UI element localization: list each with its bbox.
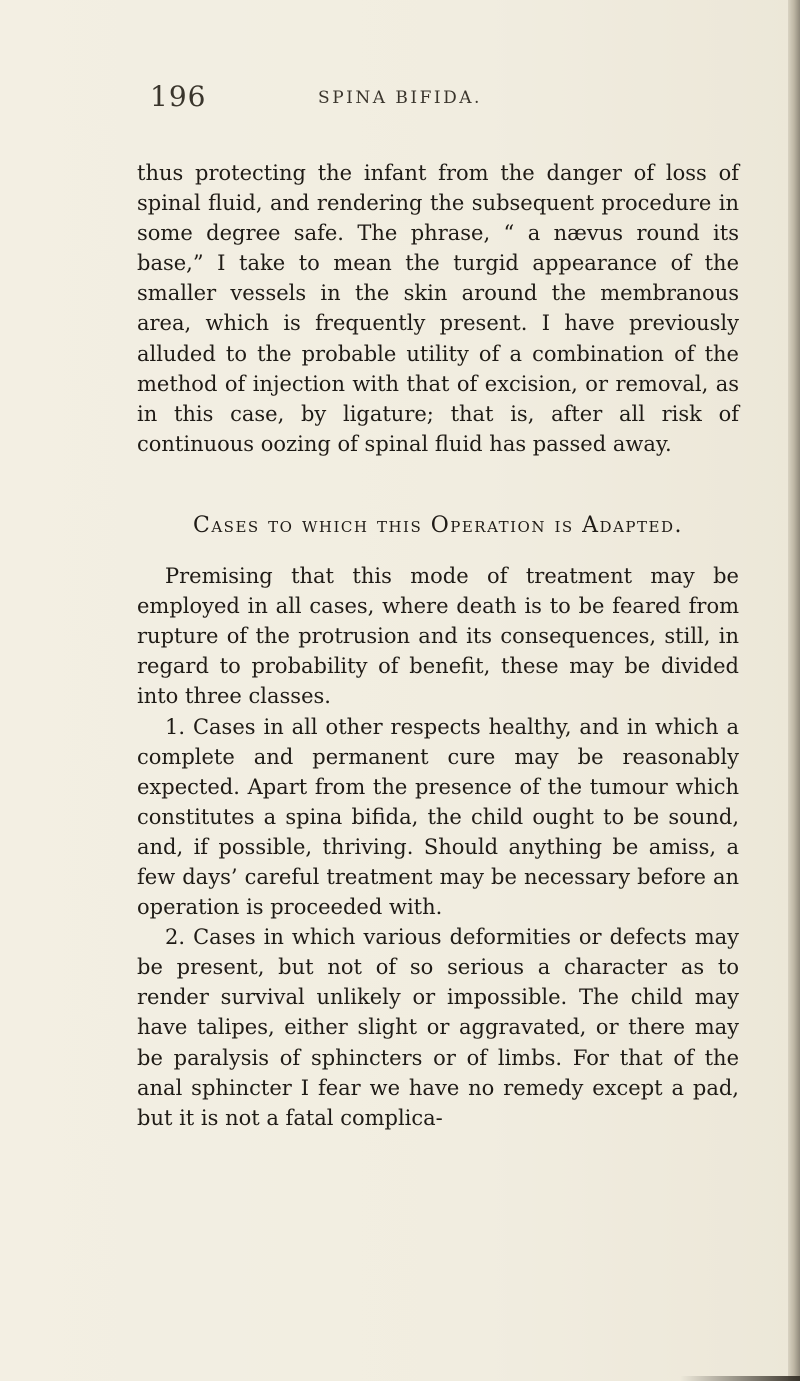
paragraph-3: 1. Cases in all other respects healthy, and in which a complete and permanent cure may be reasonably expected. Apart from the presence of the tumour which constitutes a spina bifida, the child ought to be sound, and, if possible, thriving. Should anything be amiss, a few days’ careful treatment may be necessary before an operation is proceeded with.	[137, 714, 739, 920]
running-head: SPINA BIFIDA.	[318, 88, 482, 108]
paragraph-4: 2. Cases in which various deformities or defects may be present, but not of so serious a character as to render survival unlikely or impossible. The child may have talipes, either slight or aggravated, or there may be paralysis of sphincters or of limbs. For that of the anal sphincter I fear we have no remedy except a pad, but it is not a fatal complica-	[137, 925, 739, 1130]
page-corner-shadow	[680, 1376, 800, 1381]
body-text	[137, 158, 739, 1133]
paragraph-2: Premising that this mode of treatment may be employed in all cases, where death is to be feared from rupture of the protrusion and its consequences, still, in regard to probability of benefit, these may be divided into three classes.	[137, 564, 739, 709]
page-edge-shadow	[788, 0, 800, 1381]
page-number: 196	[150, 80, 207, 113]
section-heading: Cases to which this Operation is Adapted.	[193, 512, 683, 538]
paragraph-1: thus protecting the infant from the danger of loss of spinal fluid, and rendering the subsequent procedure in some degree safe. The phrase, “ a nævus round its base,” I take to mean the turgid appearance of the smaller vessels in the skin around the membranous area, which is frequently present. I have previously alluded to the probable utility of a combination of the method of injection with that of excision, or removal, as in this case, by ligature; that is, after all risk of continuous oozing of spinal fluid has passed away.	[137, 161, 739, 456]
